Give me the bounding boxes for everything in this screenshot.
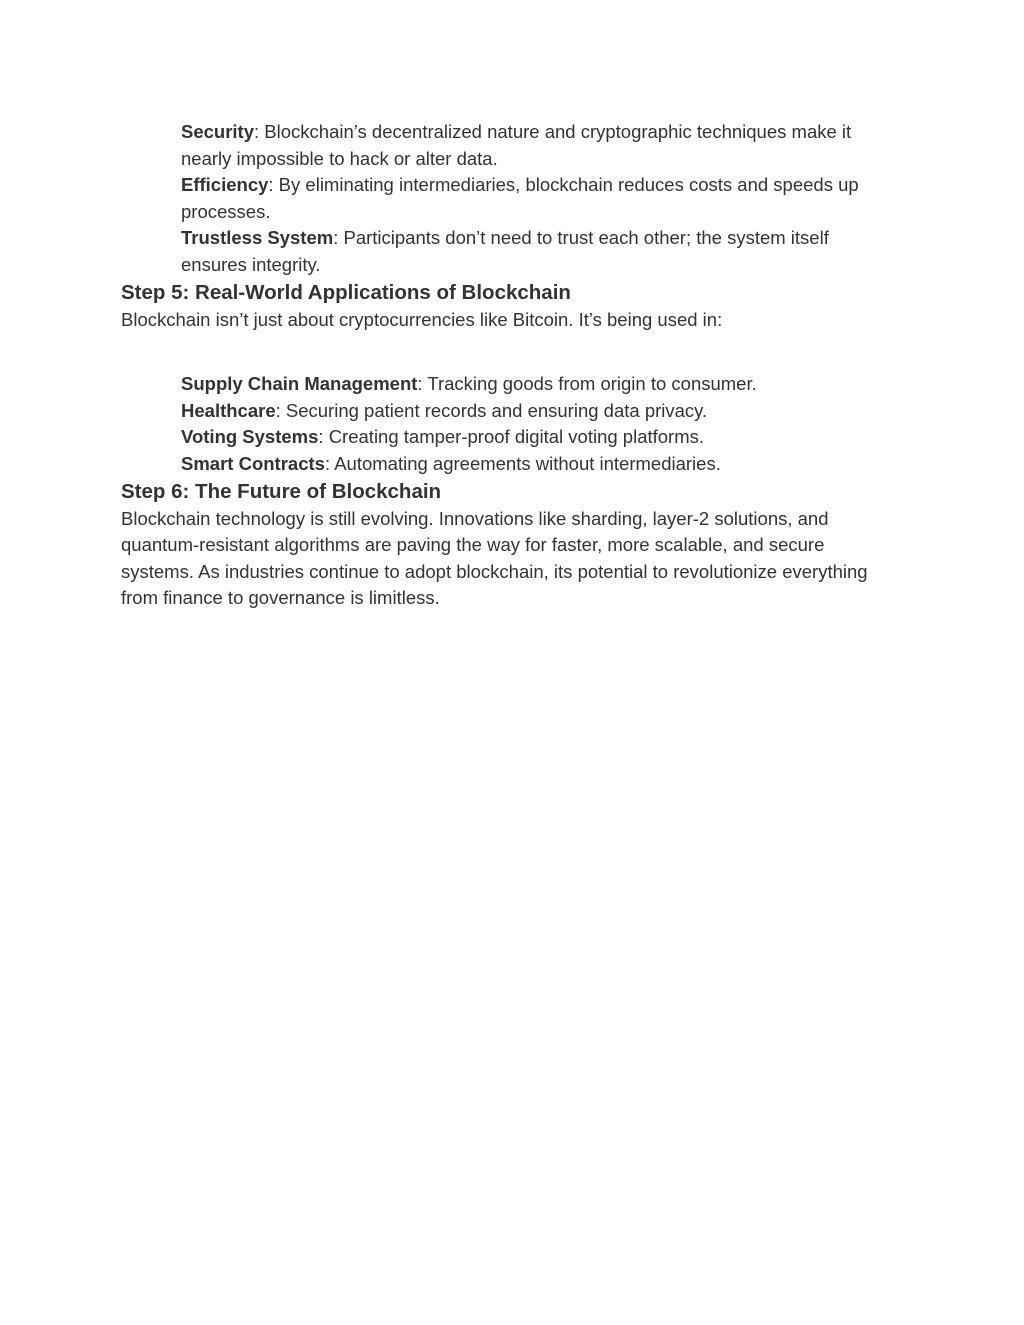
list-item [181,451,911,478]
list-item-text: : By eliminating intermediaries, blockchain reduces costs and speeds up processes. [181,174,859,222]
list-item [181,225,897,278]
section-intro-step-5: Blockchain isn’t just about cryptocurrencies like Bitcoin. It’s being used in: [121,308,723,330]
section-heading-step-6: Step 6: The Future of Blockchain [121,479,442,503]
list-item [181,398,911,425]
benefits-list [181,119,897,279]
list-item-text: : Securing patient records and ensuring data privacy. [275,399,708,421]
list-item [181,172,897,225]
list-item-text: : Blockchain’s decentralized nature and cryptographic techniques make it nearly impossible to hack or alter data. [181,121,852,169]
list-item-term: Smart Contracts [181,452,325,474]
list-item-term: Healthcare [181,399,276,421]
list-item [181,424,911,451]
list-item-text: : Participants don’t need to trust each other; the system itself ensures integrity. [181,227,829,275]
list-item-text: : Tracking goods from origin to consumer. [417,373,757,395]
document-content [121,119,911,612]
applications-list [181,371,911,477]
list-item-term: Efficiency [181,174,269,196]
list-item-term: Voting Systems [181,426,319,448]
list-item-term: Supply Chain Management [181,373,418,395]
list-item [181,119,897,172]
list-item-text: : Automating agreements without intermediaries. [324,452,721,474]
section-heading-step-5: Step 5: Real-World Applications of Blockchain [121,280,571,304]
list-item-term: Security [181,121,255,142]
list-item [181,371,911,398]
section-body-step-6: Blockchain technology is still evolving. Innovations like sharding, layer-2 solutions, and quantum-resistant algorithms are paving the way for faster, more scalable, and secure systems. As industries continue to adopt blockchain, its potential to revolutionize everything from finance to governance is limitless. [121,507,868,609]
list-item-term: Trustless System [181,227,334,249]
list-item-text: : Creating tamper-proof digital voting platforms. [318,426,705,448]
